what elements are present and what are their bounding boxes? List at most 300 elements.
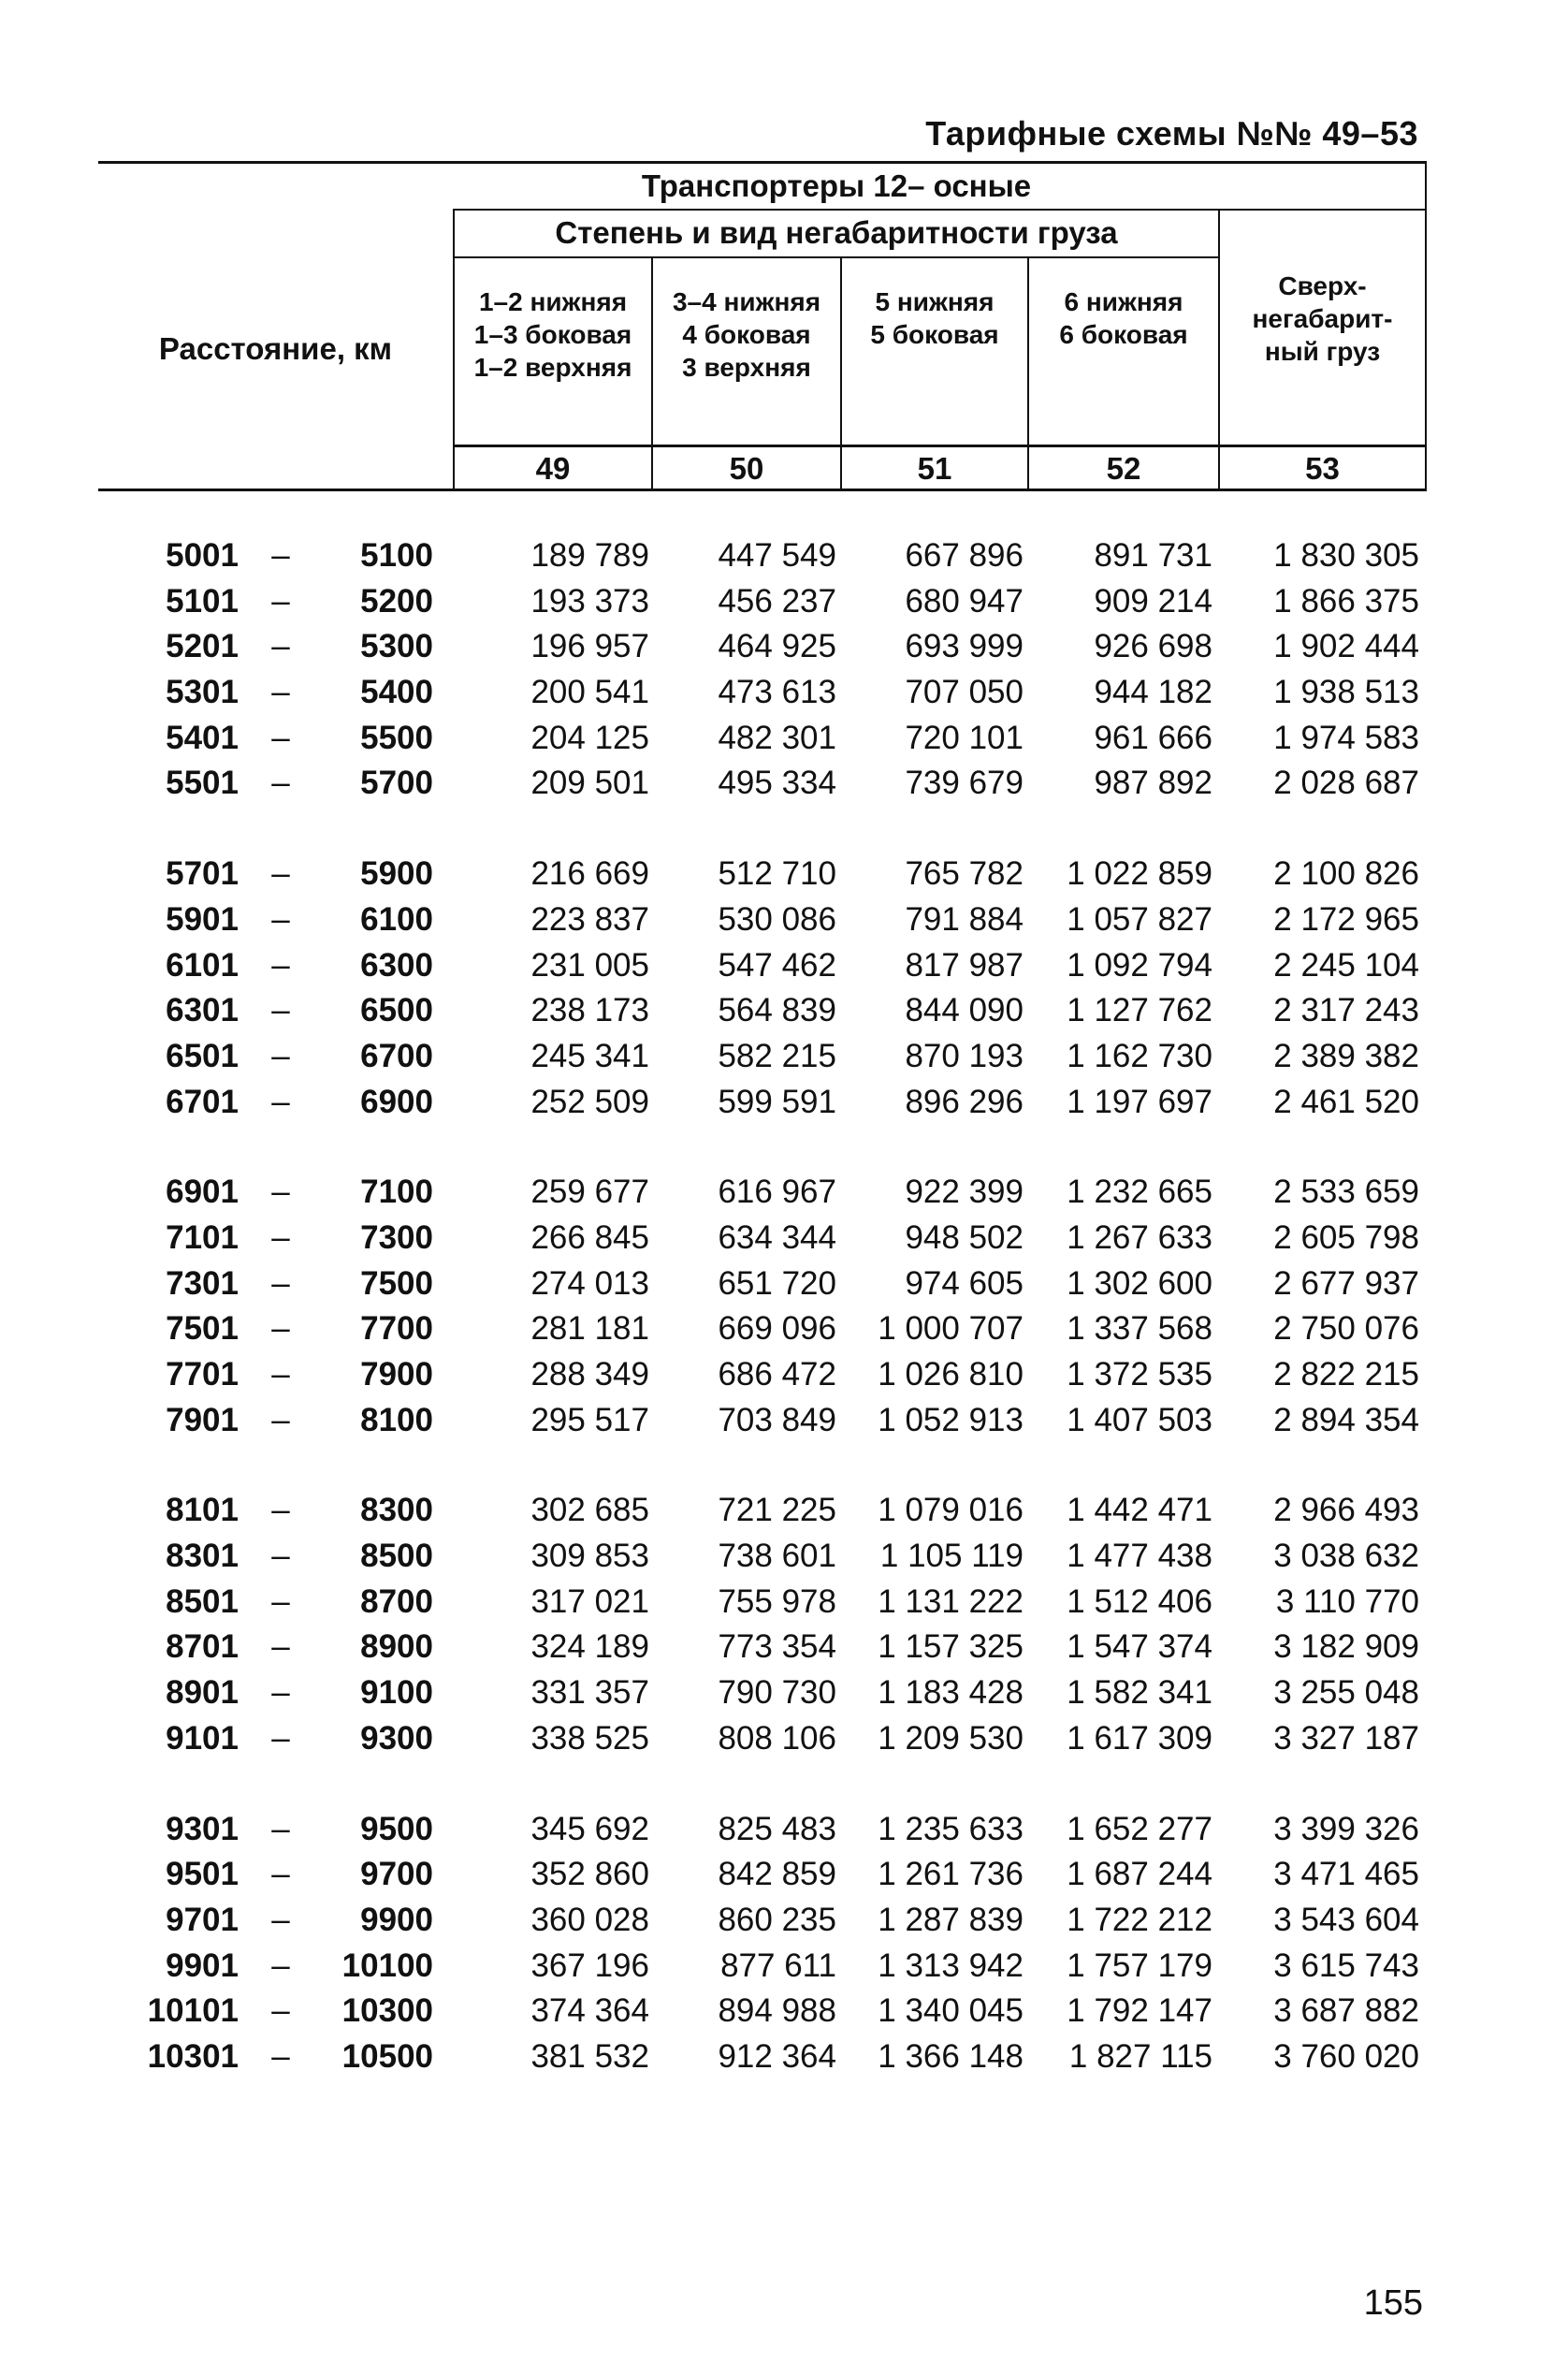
- tariff-53-cell: 2 461 520: [1273, 1083, 1419, 1120]
- tariff-49-cell: 209 501: [530, 765, 649, 802]
- tariff-53-cell: 2 822 215: [1273, 1356, 1419, 1393]
- tariff-52-cell: 1 057 827: [1067, 900, 1212, 938]
- header-top-border: [98, 161, 1427, 164]
- tariff-50-cell: 482 301: [718, 719, 836, 756]
- distance-to: 7100: [360, 1174, 433, 1211]
- distance-header: Расстояние, км: [158, 331, 393, 366]
- tariff-52-cell: 1 022 859: [1067, 855, 1212, 893]
- col-53-line2: негабарит-: [1252, 304, 1393, 333]
- distance-from: 6301: [166, 992, 239, 1029]
- tariff-52-cell: 1 337 568: [1067, 1310, 1212, 1348]
- distance-to: 9500: [360, 1810, 433, 1847]
- tariff-51-cell: 870 193: [905, 1037, 1024, 1074]
- tariff-51-cell: 974 605: [905, 1264, 1024, 1302]
- tariff-51-cell: 765 782: [905, 855, 1024, 893]
- distance-from: 6501: [166, 1037, 239, 1074]
- table-row: [0, 1488, 1568, 1534]
- numbers-top-border: [453, 445, 1427, 447]
- table-row: [0, 1944, 1568, 1990]
- table-row: [0, 1170, 1568, 1216]
- tariff-49-cell: 223 837: [530, 900, 649, 938]
- tariff-53-cell: 2 172 965: [1273, 900, 1419, 938]
- tariff-53-cell: 3 543 604: [1273, 1901, 1419, 1938]
- distance-from: 8301: [166, 1538, 239, 1575]
- tariff-50-cell: 877 611: [720, 1947, 836, 1984]
- tariff-52-cell: 1 092 794: [1067, 946, 1212, 984]
- tariff-52-cell: 1 792 147: [1067, 1992, 1212, 2030]
- range-dash: –: [271, 765, 290, 802]
- tariff-50-cell: 808 106: [718, 1719, 836, 1757]
- distance-to: 8900: [360, 1628, 433, 1666]
- distance-to: 10100: [341, 1947, 433, 1984]
- tariff-49-cell: 317 021: [530, 1582, 649, 1620]
- distance-from: 9301: [166, 1810, 239, 1847]
- table-row: [0, 1670, 1568, 1716]
- tariff-49-cell: 288 349: [530, 1356, 649, 1393]
- group-divider: [453, 209, 1427, 211]
- tariff-51-cell: 1 000 707: [878, 1310, 1024, 1348]
- tariff-52-cell: 1 407 503: [1067, 1401, 1212, 1438]
- tariff-53-cell: 2 389 382: [1273, 1037, 1419, 1074]
- col-49-header: [455, 285, 651, 384]
- range-dash: –: [271, 674, 290, 711]
- col-51-line2: 5 боковая: [870, 320, 999, 349]
- table-row: [0, 1534, 1568, 1580]
- range-dash: –: [271, 2037, 290, 2075]
- tariff-53-cell: 2 894 354: [1273, 1401, 1419, 1438]
- tariff-49-cell: 216 669: [530, 855, 649, 893]
- tariff-51-cell: 1 131 222: [878, 1582, 1024, 1620]
- tariff-52-cell: 961 666: [1094, 719, 1212, 756]
- tariff-51-cell: 1 235 633: [878, 1810, 1024, 1847]
- col-49-line3: 1–2 верхняя: [473, 353, 632, 382]
- table-row: [0, 1716, 1568, 1762]
- distance-from: 7501: [166, 1310, 239, 1348]
- distance-from: 5701: [166, 855, 239, 893]
- tariff-53-cell: 1 902 444: [1273, 628, 1419, 665]
- distance-to: 6300: [360, 946, 433, 984]
- tariff-50-cell: 860 235: [718, 1901, 836, 1938]
- page-number: 155: [1363, 2283, 1423, 2323]
- distance-to: 7900: [360, 1356, 433, 1393]
- range-dash: –: [271, 1356, 290, 1393]
- tariff-49-cell: 345 692: [530, 1810, 649, 1847]
- col-52-header: [1029, 285, 1218, 351]
- distance-from: 5501: [166, 765, 239, 802]
- tariff-50-cell: 599 591: [718, 1083, 836, 1120]
- distance-to: 10500: [341, 2037, 433, 2075]
- distance-from: 10301: [147, 2037, 239, 2075]
- tariff-52-cell: 1 687 244: [1067, 1856, 1212, 1893]
- range-dash: –: [271, 1719, 290, 1757]
- tariff-50-cell: 825 483: [718, 1810, 836, 1847]
- tariff-50-cell: 703 849: [718, 1401, 836, 1438]
- distance-from: 9901: [166, 1947, 239, 1984]
- col-53-line3: ный груз: [1264, 337, 1381, 366]
- tariff-51-cell: 791 884: [905, 900, 1024, 938]
- tariff-52-cell: 1 547 374: [1067, 1628, 1212, 1666]
- tariff-51-cell: 1 366 148: [878, 2037, 1024, 2075]
- tariff-52-cell: 1 512 406: [1067, 1582, 1212, 1620]
- table-row: [0, 1852, 1568, 1898]
- tariff-53-cell: 2 317 243: [1273, 992, 1419, 1029]
- distance-from: 7301: [166, 1264, 239, 1302]
- range-dash: –: [271, 900, 290, 938]
- distance-to: 9100: [360, 1674, 433, 1712]
- range-dash: –: [271, 628, 290, 665]
- col-51-number: 51: [917, 451, 952, 486]
- tariff-51-cell: 1 340 045: [878, 1992, 1024, 2030]
- table-row: [0, 1580, 1568, 1626]
- tariff-50-cell: 651 720: [718, 1264, 836, 1302]
- tariff-51-cell: 1 105 119: [879, 1538, 1024, 1575]
- page-title: Тарифные схемы №№ 49–53: [925, 114, 1418, 153]
- distance-to: 9900: [360, 1901, 433, 1938]
- tariff-51-cell: 1 183 428: [878, 1674, 1024, 1712]
- tariff-50-cell: 512 710: [718, 855, 836, 893]
- tariff-50-cell: 721 225: [718, 1492, 836, 1529]
- range-dash: –: [271, 1083, 290, 1120]
- tariff-49-cell: 281 181: [530, 1310, 649, 1348]
- tariff-51-cell: 1 287 839: [878, 1901, 1024, 1938]
- tariff-53-cell: 1 830 305: [1273, 537, 1419, 574]
- tariff-53-cell: 2 245 104: [1273, 946, 1419, 984]
- col-51-header: [842, 285, 1027, 351]
- distance-to: 5900: [360, 855, 433, 893]
- tariff-52-cell: 987 892: [1094, 765, 1212, 802]
- distance-from: 10101: [147, 1992, 239, 2030]
- tariff-49-cell: 274 013: [530, 1264, 649, 1302]
- table-row: [0, 1625, 1568, 1670]
- distance-from: 5101: [166, 582, 239, 620]
- tariff-51-cell: 1 079 016: [878, 1492, 1024, 1529]
- tariff-49-cell: 266 845: [530, 1218, 649, 1256]
- tariff-49-cell: 374 364: [530, 1992, 649, 2030]
- tariff-50-cell: 790 730: [718, 1674, 836, 1712]
- tariff-53-cell: 1 938 513: [1273, 674, 1419, 711]
- tariff-53-cell: 2 750 076: [1273, 1310, 1419, 1348]
- tariff-53-cell: 2 533 659: [1273, 1174, 1419, 1211]
- table-row: [0, 1807, 1568, 1853]
- transporters-header: Транспортеры 12– осные: [641, 168, 1032, 203]
- range-dash: –: [271, 855, 290, 893]
- col-50-number: 50: [729, 451, 764, 486]
- tariff-49-cell: 252 509: [530, 1083, 649, 1120]
- tariff-53-cell: 2 028 687: [1273, 765, 1419, 802]
- col-50-line3: 3 верхняя: [682, 353, 811, 382]
- distance-to: 9300: [360, 1719, 433, 1757]
- tariff-49-cell: 193 373: [530, 582, 649, 620]
- table-row: [0, 988, 1568, 1034]
- tariff-49-cell: 309 853: [530, 1538, 649, 1575]
- tariff-49-cell: 189 789: [530, 537, 649, 574]
- tariff-50-cell: 842 859: [718, 1856, 836, 1893]
- tariff-50-cell: 530 086: [718, 900, 836, 938]
- tariff-51-cell: 896 296: [905, 1083, 1024, 1120]
- tariff-49-cell: 360 028: [530, 1901, 649, 1938]
- tariff-50-cell: 634 344: [718, 1218, 836, 1256]
- table-row: [0, 1898, 1568, 1944]
- distance-to: 5700: [360, 765, 433, 802]
- distance-to: 5100: [360, 537, 433, 574]
- tariff-52-cell: 1 617 309: [1067, 1719, 1212, 1757]
- header-bottom-border: [98, 489, 1427, 491]
- tariff-53-cell: 2 677 937: [1273, 1264, 1419, 1302]
- tariff-53-cell: 3 038 632: [1273, 1538, 1419, 1575]
- tariff-50-cell: 669 096: [718, 1310, 836, 1348]
- tariff-49-cell: 338 525: [530, 1719, 649, 1757]
- distance-to: 10300: [341, 1992, 433, 2030]
- range-dash: –: [271, 1310, 290, 1348]
- table-row: [0, 1306, 1568, 1352]
- tariff-53-cell: 3 110 770: [1275, 1582, 1419, 1620]
- range-dash: –: [271, 946, 290, 984]
- range-dash: –: [271, 1582, 290, 1620]
- col-50-line2: 4 боковая: [682, 320, 811, 349]
- range-dash: –: [271, 1174, 290, 1211]
- tariff-50-cell: 464 925: [718, 628, 836, 665]
- tariff-53-cell: 2 966 493: [1273, 1492, 1419, 1529]
- distance-from: 7901: [166, 1401, 239, 1438]
- tariff-49-cell: 259 677: [530, 1174, 649, 1211]
- distance-from: 7101: [166, 1218, 239, 1256]
- col-50-header: [653, 285, 840, 384]
- tariff-51-cell: 1 313 942: [878, 1947, 1024, 1984]
- distance-from: 8701: [166, 1628, 239, 1666]
- range-dash: –: [271, 1901, 290, 1938]
- tariff-51-cell: 667 896: [905, 537, 1024, 574]
- table-row: [0, 1080, 1568, 1126]
- tariff-50-cell: 473 613: [718, 674, 836, 711]
- tariff-50-cell: 686 472: [718, 1356, 836, 1393]
- distance-from: 6701: [166, 1083, 239, 1120]
- tariff-52-cell: 1 652 277: [1067, 1810, 1212, 1847]
- tariff-50-cell: 456 237: [718, 582, 836, 620]
- table-row: [0, 624, 1568, 670]
- range-dash: –: [271, 1628, 290, 1666]
- range-dash: –: [271, 1538, 290, 1575]
- distance-from: 9501: [166, 1856, 239, 1893]
- distance-from: 6101: [166, 946, 239, 984]
- tariff-50-cell: 912 364: [718, 2037, 836, 2075]
- tariff-52-cell: 1 722 212: [1067, 1901, 1212, 1938]
- tariff-50-cell: 894 988: [718, 1992, 836, 2030]
- tariff-50-cell: 755 978: [718, 1582, 836, 1620]
- distance-to: 8300: [360, 1492, 433, 1529]
- range-dash: –: [271, 992, 290, 1029]
- tariff-52-cell: 1 267 633: [1067, 1218, 1212, 1256]
- tariff-50-cell: 547 462: [718, 946, 836, 984]
- row-group: [0, 533, 1568, 807]
- table-row: [0, 852, 1568, 897]
- range-dash: –: [271, 1674, 290, 1712]
- table-row: [0, 943, 1568, 989]
- distance-from: 5301: [166, 674, 239, 711]
- col-49-number: 49: [535, 451, 571, 486]
- tariff-52-cell: 1 127 762: [1067, 992, 1212, 1029]
- tariff-49-cell: 367 196: [530, 1947, 649, 1984]
- tariff-53-cell: 3 471 465: [1273, 1856, 1419, 1893]
- tariff-53-cell: 3 687 882: [1273, 1992, 1419, 2030]
- distance-to: 8100: [360, 1401, 433, 1438]
- col-52-line2: 6 боковая: [1059, 320, 1188, 349]
- tariff-52-cell: 1 477 438: [1067, 1538, 1212, 1575]
- table-row: [0, 579, 1568, 625]
- tariff-52-cell: 1 442 471: [1067, 1492, 1212, 1529]
- tariff-51-cell: 680 947: [905, 582, 1024, 620]
- col-52-number: 52: [1106, 451, 1141, 486]
- tariff-49-cell: 352 860: [530, 1856, 649, 1893]
- distance-from: 9701: [166, 1901, 239, 1938]
- tariff-52-cell: 1 757 179: [1067, 1947, 1212, 1984]
- range-dash: –: [271, 1992, 290, 2030]
- tariff-50-cell: 738 601: [718, 1538, 836, 1575]
- tariff-53-cell: 3 182 909: [1273, 1628, 1419, 1666]
- tariff-53-cell: 3 399 326: [1273, 1810, 1419, 1847]
- col-53-number: 53: [1305, 451, 1340, 486]
- row-group: [0, 852, 1568, 1125]
- table-row: [0, 897, 1568, 943]
- distance-to: 5500: [360, 719, 433, 756]
- col-49-line2: 1–3 боковая: [473, 320, 632, 349]
- range-dash: –: [271, 582, 290, 620]
- table-row: [0, 1989, 1568, 2034]
- distance-from: 9101: [166, 1719, 239, 1757]
- distance-from: 5001: [166, 537, 239, 574]
- tariff-52-cell: 1 302 600: [1067, 1264, 1212, 1302]
- distance-to: 5200: [360, 582, 433, 620]
- table-row: [0, 1398, 1568, 1444]
- table-row: [0, 1034, 1568, 1080]
- tariff-52-cell: 926 698: [1094, 628, 1212, 665]
- range-dash: –: [271, 1856, 290, 1893]
- tariff-51-cell: 693 999: [905, 628, 1024, 665]
- tariff-51-cell: 1 157 325: [878, 1628, 1024, 1666]
- tariff-49-cell: 245 341: [530, 1037, 649, 1074]
- tariff-50-cell: 616 967: [718, 1174, 836, 1211]
- table-row: [0, 1216, 1568, 1261]
- table-row: [0, 1261, 1568, 1307]
- distance-from: 5901: [166, 900, 239, 938]
- col-50-line1: 3–4 нижняя: [672, 287, 821, 316]
- tariff-52-cell: 1 162 730: [1067, 1037, 1212, 1074]
- tariff-52-cell: 1 827 115: [1068, 2037, 1212, 2075]
- tariff-49-cell: 204 125: [530, 719, 649, 756]
- col-53-header: [1220, 270, 1425, 368]
- table-row: [0, 1352, 1568, 1398]
- range-dash: –: [271, 1810, 290, 1847]
- tariff-51-cell: 817 987: [905, 946, 1024, 984]
- range-dash: –: [271, 1037, 290, 1074]
- tariff-52-cell: 1 197 697: [1067, 1083, 1212, 1120]
- distance-to: 7700: [360, 1310, 433, 1348]
- table-row: [0, 670, 1568, 716]
- distance-from: 8101: [166, 1492, 239, 1529]
- tariff-53-cell: 1 974 583: [1273, 719, 1419, 756]
- tariff-49-cell: 238 173: [530, 992, 649, 1029]
- distance-to: 6500: [360, 992, 433, 1029]
- tariff-51-cell: 739 679: [905, 765, 1024, 802]
- tariff-49-cell: 381 532: [530, 2037, 649, 2075]
- row-group: [0, 1807, 1568, 2080]
- distance-from: 6901: [166, 1174, 239, 1211]
- col-51-line1: 5 нижняя: [875, 287, 995, 316]
- tariff-51-cell: 1 261 736: [878, 1856, 1024, 1893]
- tariff-53-cell: 3 327 187: [1273, 1719, 1419, 1757]
- distance-to: 6100: [360, 900, 433, 938]
- tariff-50-cell: 447 549: [718, 537, 836, 574]
- tariff-51-cell: 922 399: [905, 1174, 1024, 1211]
- tariff-51-cell: 844 090: [905, 992, 1024, 1029]
- range-dash: –: [271, 719, 290, 756]
- tariff-52-cell: 1 372 535: [1067, 1356, 1212, 1393]
- distance-to: 5400: [360, 674, 433, 711]
- tariff-table-body: [0, 533, 1568, 2125]
- range-dash: –: [271, 1947, 290, 1984]
- tariff-51-cell: 707 050: [905, 674, 1024, 711]
- row-group: [0, 1170, 1568, 1443]
- tariff-53-cell: 3 760 020: [1273, 2037, 1419, 2075]
- tariff-52-cell: 891 731: [1094, 537, 1212, 574]
- col-53-line1: Сверх-: [1278, 271, 1367, 300]
- distance-from: 8901: [166, 1674, 239, 1712]
- tariff-50-cell: 564 839: [718, 992, 836, 1029]
- tariff-52-cell: 909 214: [1094, 582, 1212, 620]
- col-49-line1: 1–2 нижняя: [478, 287, 628, 316]
- subgroup-divider: [453, 256, 1220, 258]
- tariff-52-cell: 1 232 665: [1067, 1174, 1212, 1211]
- distance-to: 7300: [360, 1218, 433, 1256]
- tariff-50-cell: 582 215: [718, 1037, 836, 1074]
- table-row: [0, 716, 1568, 762]
- distance-to: 8500: [360, 1538, 433, 1575]
- row-group: [0, 1488, 1568, 1761]
- range-dash: –: [271, 1492, 290, 1529]
- tariff-49-cell: 324 189: [530, 1628, 649, 1666]
- tariff-53-cell: 2 100 826: [1273, 855, 1419, 893]
- tariff-49-cell: 196 957: [530, 628, 649, 665]
- distance-to: 5300: [360, 628, 433, 665]
- col-52-line1: 6 нижняя: [1064, 287, 1183, 316]
- tariff-53-cell: 1 866 375: [1273, 582, 1419, 620]
- distance-from: 5401: [166, 719, 239, 756]
- tariff-49-cell: 331 357: [530, 1674, 649, 1712]
- distance-to: 6900: [360, 1083, 433, 1120]
- tariff-49-cell: 231 005: [530, 946, 649, 984]
- tariff-53-cell: 3 255 048: [1273, 1674, 1419, 1712]
- distance-from: 8501: [166, 1582, 239, 1620]
- distance-from: 7701: [166, 1356, 239, 1393]
- tariff-51-cell: 1 052 913: [878, 1401, 1024, 1438]
- distance-to: 8700: [360, 1582, 433, 1620]
- distance-to: 7500: [360, 1264, 433, 1302]
- tariff-51-cell: 720 101: [905, 719, 1024, 756]
- table-row: [0, 2034, 1568, 2080]
- tariff-51-cell: 1 209 530: [878, 1719, 1024, 1757]
- tariff-51-cell: 1 026 810: [878, 1356, 1024, 1393]
- table-row: [0, 761, 1568, 807]
- distance-from: 5201: [166, 628, 239, 665]
- tariff-50-cell: 773 354: [718, 1628, 836, 1666]
- col-border-right: [1425, 161, 1427, 491]
- table-row: [0, 533, 1568, 579]
- oversize-degree-header: Степень и вид негабаритности груза: [555, 215, 1118, 250]
- tariff-53-cell: 2 605 798: [1273, 1218, 1419, 1256]
- tariff-52-cell: 1 582 341: [1067, 1674, 1212, 1712]
- distance-to: 9700: [360, 1856, 433, 1893]
- tariff-51-cell: 948 502: [905, 1218, 1024, 1256]
- range-dash: –: [271, 1264, 290, 1302]
